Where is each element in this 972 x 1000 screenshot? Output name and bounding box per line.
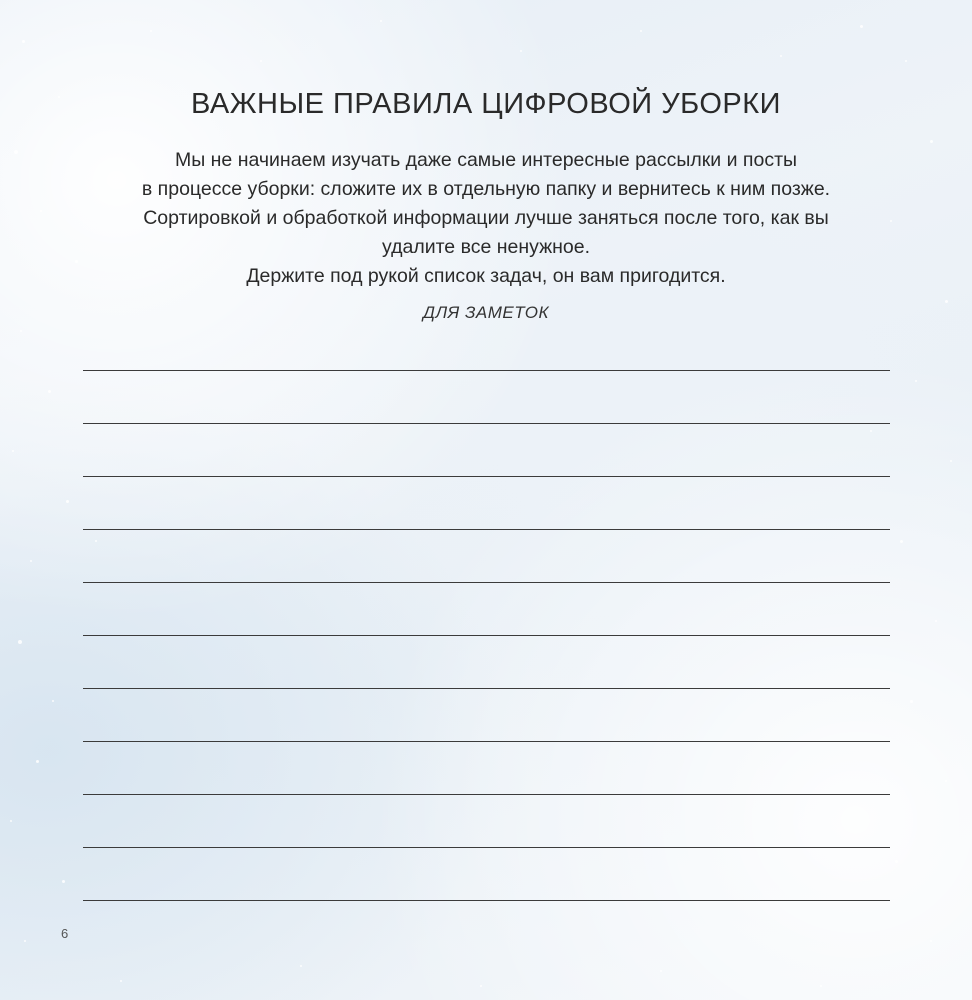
snowflake [860,25,863,28]
snowflake [150,30,152,32]
snowflake [24,940,26,942]
snowflake [480,985,482,987]
snowflake [300,965,302,967]
paragraph-line: Мы не начинаем изучать даже самые интересные рассылки и посты [174,149,798,171]
page-title: ВАЖНЫЕ ПРАВИЛА ЦИФРОВОЙ УБОРКИ [191,88,781,120]
snowflake [520,50,522,52]
paragraph-line: Сортировкой и обработкой информации лучше заняться после того, как вы [143,207,829,229]
snowflake [945,780,947,782]
snowflake [660,970,662,972]
snowflake [30,560,32,562]
snowflake [820,985,822,987]
note-line [83,635,890,636]
snowflake [20,330,22,332]
paragraph-line: в процессе уборки: сложите их в отдельную папку и вернитесь к ним позже. [141,178,831,200]
note-line [83,900,890,901]
snowflake [640,30,642,32]
snowflake [14,150,18,154]
note-line [83,423,890,424]
note-line [83,370,890,371]
snowflake [870,430,872,432]
note-line [83,582,890,583]
snowflake [930,940,932,942]
snowflake [48,390,51,393]
snowflake [935,620,937,622]
note-line [83,476,890,477]
snowflake [12,450,14,452]
snowflake [40,210,42,212]
snowflake [905,60,907,62]
snowflake [52,700,54,702]
snowflake [18,640,22,644]
snowflake [915,380,917,382]
snowflake [895,860,898,863]
snowflake [62,880,65,883]
paragraph-line: удалите все ненужное. [382,236,590,258]
note-line [83,529,890,530]
snowflake [900,540,903,543]
note-line [83,794,890,795]
snowflake [380,20,382,22]
snowflake [10,820,12,822]
snowflake [780,55,782,57]
snowflake [930,140,933,143]
note-line [83,688,890,689]
paragraph-line: Держите под рукой список задач, он вам пригодится. [246,265,726,287]
snowflake [260,60,262,62]
note-line [83,741,890,742]
snowflake [120,980,122,982]
snowflake [36,760,39,763]
snowflake [910,700,913,703]
notes-label: ДЛЯ ЗАМЕТОК [423,303,549,322]
note-line [83,847,890,848]
page-number: 6 [61,926,69,941]
snowflake [66,500,69,503]
rules-paragraph [60,146,912,291]
snowflake [950,460,952,462]
snowflake [22,40,25,43]
snowflake [95,540,97,542]
